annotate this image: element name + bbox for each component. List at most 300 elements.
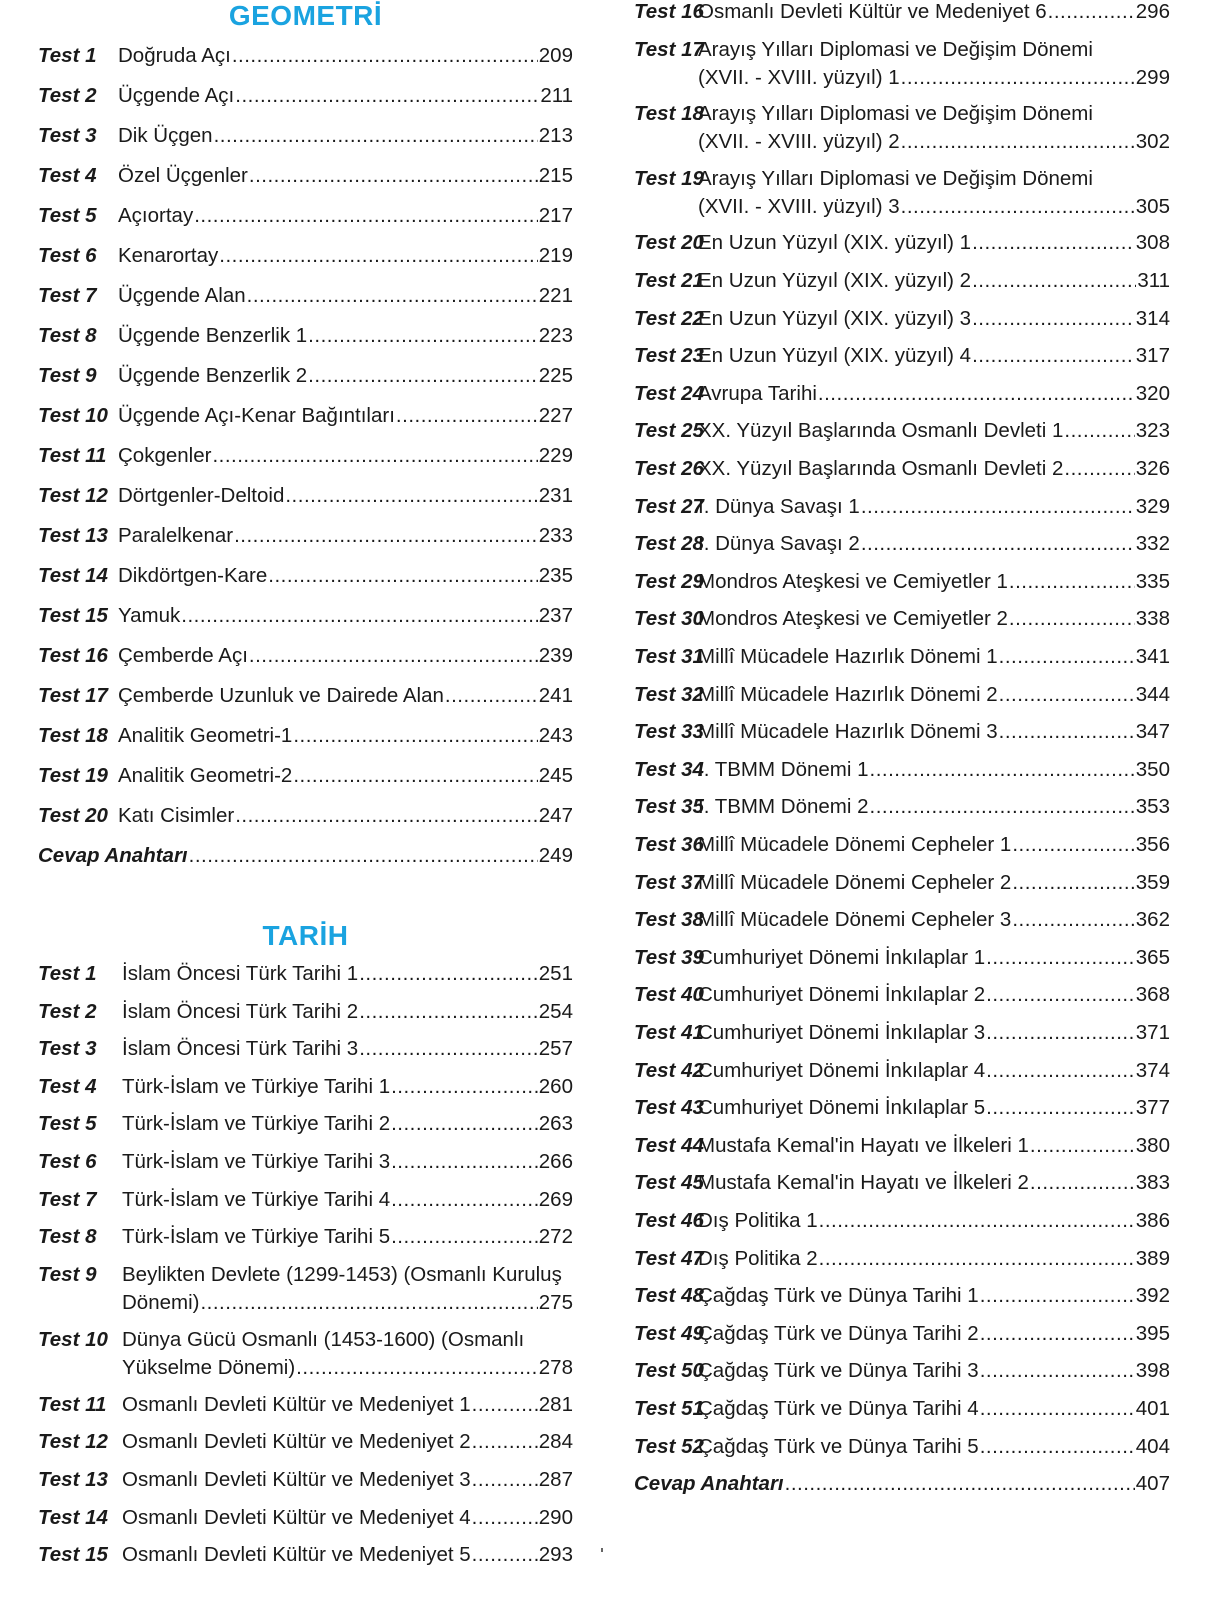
test-label: Test 12 <box>38 484 108 507</box>
entry-title: I. Dünya Savaşı 1 <box>698 494 860 518</box>
dot-leader <box>999 643 1135 671</box>
page-number: 235 <box>538 564 573 587</box>
entry-title: Özel Üçgenler <box>118 164 248 187</box>
dot-leader <box>986 981 1135 1009</box>
toc-entry-body <box>118 522 573 550</box>
dot-leader <box>200 1289 537 1317</box>
entry-title-line-1: Beylikten Devlete (1299-1453) (Osmanlı Kuruluş <box>122 1262 562 1286</box>
test-label: Test 24 <box>634 381 704 405</box>
page-number: 243 <box>538 724 573 747</box>
test-label: Test 9 <box>38 1262 97 1286</box>
dot-leader <box>972 305 1135 333</box>
toc-entry-body <box>698 643 1170 671</box>
toc-title-line <box>698 1357 1170 1385</box>
toc-entry-body <box>698 1132 1170 1160</box>
toc-title-line <box>118 442 573 470</box>
entry-title: Cumhuriyet Dönemi İnkılaplar 1 <box>698 945 986 969</box>
toc-entry-body <box>122 1110 573 1138</box>
dot-leader <box>445 682 538 710</box>
dot-leader <box>980 1282 1135 1310</box>
dot-leader <box>268 562 538 590</box>
test-label: Test 3 <box>38 1037 97 1061</box>
page-number: 215 <box>538 164 573 187</box>
test-label: Test 20 <box>38 804 108 827</box>
page-number: 380 <box>1135 1133 1170 1157</box>
toc-title-line <box>698 1019 1170 1047</box>
dot-leader <box>986 944 1135 972</box>
toc-title-line <box>122 1391 573 1419</box>
page-number: 308 <box>1135 231 1170 255</box>
test-label: Test 17 <box>38 684 108 707</box>
toc-entry-body <box>122 1148 573 1176</box>
toc-entry-body <box>698 1207 1170 1235</box>
toc-entry-body <box>698 267 1170 295</box>
toc-entry-body <box>118 242 573 270</box>
toc-entry-body <box>118 682 573 710</box>
toc-title-line <box>118 122 573 150</box>
page-number: 305 <box>1135 194 1170 218</box>
toc-title-line <box>698 380 1170 408</box>
entry-title: (XVII. - XVIII. yüzyıl) 2 <box>698 130 900 154</box>
page-number: 221 <box>538 284 573 307</box>
dot-leader <box>293 762 537 790</box>
entry-title: Türk-İslam ve Türkiye Tarihi 2 <box>122 1112 391 1136</box>
dot-leader <box>391 1073 538 1101</box>
test-label: Test 46 <box>634 1209 704 1232</box>
dot-leader <box>819 1245 1135 1273</box>
page-number: 223 <box>538 324 573 347</box>
page-number: 335 <box>1135 569 1170 593</box>
test-label: Test 8 <box>38 1225 97 1249</box>
test-label: Test 48 <box>634 1284 704 1308</box>
page-number: 237 <box>538 604 573 627</box>
dot-leader <box>1012 906 1134 934</box>
toc-title-line <box>118 642 573 670</box>
toc-title-line <box>698 229 1170 257</box>
toc-entry-body <box>118 562 573 590</box>
toc-title-line <box>118 82 573 110</box>
entry-title: Osmanlı Devleti Kültür ve Medeniyet 1 <box>122 1392 471 1416</box>
test-label: Test 28 <box>634 532 704 556</box>
toc-entry-body <box>122 1223 573 1251</box>
page-number: 398 <box>1135 1359 1170 1383</box>
toc-title-line <box>118 722 573 750</box>
dot-leader <box>214 122 538 150</box>
entry-title: Türk-İslam ve Türkiye Tarihi 4 <box>122 1187 391 1211</box>
page-number: 407 <box>1135 1472 1170 1496</box>
toc-title-line <box>122 960 573 988</box>
test-label: Test 19 <box>38 764 108 787</box>
dot-leader <box>1064 455 1134 483</box>
test-label: Test 21 <box>634 269 704 292</box>
test-label: Test 5 <box>38 204 97 227</box>
answer-key-row[interactable] <box>634 1470 1170 1498</box>
page-number: 211 <box>540 84 573 107</box>
toc-title-line <box>698 1207 1170 1235</box>
test-label: Test 15 <box>38 604 108 627</box>
toc-entry-body <box>122 1186 573 1214</box>
page-number: 320 <box>1135 381 1170 405</box>
entry-title: Millî Mücadele Hazırlık Dönemi 1 <box>698 645 998 668</box>
dot-leader <box>235 82 539 110</box>
page-number: 272 <box>538 1225 573 1249</box>
page-number: 217 <box>538 204 573 227</box>
dot-leader <box>1012 869 1134 897</box>
dot-leader <box>861 493 1135 521</box>
toc-entry-body <box>698 229 1170 257</box>
dot-leader <box>212 442 537 470</box>
toc-title-line <box>118 762 573 790</box>
dot-leader <box>901 193 1135 221</box>
test-label: Test 47 <box>634 1246 704 1270</box>
toc-entry-body <box>118 602 573 630</box>
page-number: 392 <box>1135 1284 1170 1308</box>
dot-leader <box>819 1207 1135 1235</box>
test-label: Test 25 <box>634 419 704 443</box>
page-number: 251 <box>538 962 573 985</box>
toc-entry-body <box>118 82 573 110</box>
toc-title-line <box>122 1289 573 1317</box>
test-label: Test 37 <box>634 870 704 894</box>
toc-entry-body <box>118 762 573 790</box>
page-number: 299 <box>1135 65 1170 89</box>
toc-title-line <box>122 1073 573 1101</box>
toc-entry-body <box>698 1057 1170 1085</box>
entry-title: Dönemi) <box>122 1290 200 1314</box>
dot-leader <box>1012 831 1134 859</box>
test-label: Test 18 <box>634 102 704 126</box>
toc-entry-body <box>698 1395 1170 1423</box>
toc-title-line <box>698 193 1170 221</box>
entry-title: Üçgende Benzerlik 2 <box>118 364 308 387</box>
toc-title-line <box>698 1282 1170 1310</box>
dot-leader <box>861 530 1135 558</box>
entry-title-line-1: Arayış Yılları Diplomasi ve Değişim Dönemi <box>698 166 1093 190</box>
test-label: Test 2 <box>38 999 97 1023</box>
entry-title: Türk-İslam ve Türkiye Tarihi 1 <box>122 1074 391 1098</box>
page-number: 401 <box>1135 1397 1170 1420</box>
dot-leader <box>472 1504 538 1532</box>
entry-title: Millî Mücadele Dönemi Cepheler 2 <box>698 870 1012 894</box>
page-number: 356 <box>1135 833 1170 856</box>
toc-entry-body <box>118 362 573 390</box>
entry-title: Çağdaş Türk ve Dünya Tarihi 4 <box>698 1397 979 1420</box>
toc-entry-body <box>122 1073 573 1101</box>
entry-title: Çemberde Uzunluk ve Dairede Alan <box>118 684 444 707</box>
entry-title: En Uzun Yüzyıl (XIX. yüzyıl) 1 <box>698 231 972 255</box>
page-number: 245 <box>538 764 573 787</box>
test-label: Test 27 <box>634 494 704 518</box>
dot-leader <box>391 1186 538 1214</box>
toc-entry-body <box>122 1541 573 1569</box>
toc-entry-body <box>698 0 1170 26</box>
test-label: Test 40 <box>634 983 704 1007</box>
page-number: 284 <box>538 1430 573 1454</box>
toc-title-line <box>698 568 1170 596</box>
toc-entry-body <box>122 1261 573 1317</box>
dot-leader <box>972 229 1135 257</box>
dot-leader <box>359 960 538 988</box>
test-label: Test 1 <box>38 44 97 67</box>
toc-entry-body <box>698 1169 1170 1197</box>
answer-key-label: Cevap Anahtarı <box>634 1472 784 1496</box>
toc-title-line <box>122 1223 573 1251</box>
toc-title-line <box>698 1395 1170 1423</box>
page-number: 365 <box>1135 945 1170 969</box>
toc-title-line <box>698 530 1170 558</box>
dot-leader <box>986 1019 1135 1047</box>
test-label: Test 1 <box>38 962 97 985</box>
entry-title: En Uzun Yüzyıl (XIX. yüzyıl) 3 <box>698 306 972 330</box>
entry-title: Dış Politika 1 <box>698 1209 818 1232</box>
entry-title: Çokgenler <box>118 444 212 467</box>
toc-entry-body <box>118 42 573 70</box>
entry-title: Yükselme Dönemi) <box>122 1355 296 1379</box>
dot-leader <box>901 128 1135 156</box>
dot-leader <box>472 1466 538 1494</box>
dot-leader <box>986 1057 1135 1085</box>
dot-leader <box>189 842 538 870</box>
toc-title-line <box>118 682 573 710</box>
toc-title-line <box>698 1320 1170 1348</box>
toc-entry-body <box>122 1428 573 1456</box>
toc-title-line <box>634 1470 1170 1498</box>
page-number: 359 <box>1135 870 1170 894</box>
test-label: Test 49 <box>634 1321 704 1345</box>
toc-title-line <box>698 718 1170 746</box>
page-crop-mark <box>601 1548 603 1552</box>
entry-title: Cumhuriyet Dönemi İnkılaplar 3 <box>698 1021 986 1044</box>
entry-title: Analitik Geometri-1 <box>118 724 293 747</box>
toc-title-line <box>122 1541 573 1569</box>
dot-leader <box>396 402 538 430</box>
page-number: 341 <box>1135 645 1170 668</box>
entry-title: Dörtgenler-Deltoid <box>118 484 285 507</box>
test-label: Test 26 <box>634 457 704 480</box>
page-number: 241 <box>538 684 573 707</box>
toc-title-line <box>698 455 1170 483</box>
toc-entry-body <box>118 642 573 670</box>
page-number: 257 <box>538 1037 573 1061</box>
test-label: Test 16 <box>38 644 108 667</box>
test-label: Test 42 <box>634 1058 704 1082</box>
entry-title: Çağdaş Türk ve Dünya Tarihi 2 <box>698 1321 979 1345</box>
entry-title: Millî Mücadele Hazırlık Dönemi 2 <box>698 682 998 706</box>
test-label: Test 16 <box>634 0 704 23</box>
page-number: 314 <box>1135 306 1170 330</box>
page-number: 338 <box>1135 607 1170 631</box>
toc-entry-body <box>698 100 1170 156</box>
test-label: Test 2 <box>38 84 97 107</box>
toc-entry-body <box>118 202 573 230</box>
toc-title-line <box>698 1433 1170 1461</box>
toc-title-line <box>698 342 1170 370</box>
toc-entry-body <box>698 1357 1170 1385</box>
dot-leader <box>293 722 537 750</box>
toc-entry-body <box>122 1504 573 1532</box>
test-label: Test 4 <box>38 1074 97 1098</box>
toc-entry-body <box>118 282 573 310</box>
test-label: Test 7 <box>38 1187 97 1211</box>
page-number: 227 <box>538 404 573 427</box>
test-label: Test 20 <box>634 231 704 255</box>
dot-leader <box>870 756 1135 784</box>
toc-entry-body <box>118 122 573 150</box>
answer-key-row[interactable] <box>38 842 573 870</box>
toc-title-line <box>698 493 1170 521</box>
toc-title-line <box>122 998 573 1026</box>
dot-leader <box>194 202 538 230</box>
dot-leader <box>472 1391 538 1419</box>
toc-title-line <box>698 0 1170 26</box>
entry-title: İslam Öncesi Türk Tarihi 3 <box>122 1037 359 1061</box>
toc-title-line <box>122 1428 573 1456</box>
test-label: Test 45 <box>634 1171 704 1195</box>
test-label: Test 11 <box>38 444 107 467</box>
test-label: Test 5 <box>38 1112 97 1136</box>
entry-title: (XVII. - XVIII. yüzyıl) 1 <box>698 65 900 89</box>
toc-entry-body <box>698 165 1170 221</box>
page-number: 287 <box>538 1468 573 1491</box>
entry-title: Paralelkenar <box>118 524 234 547</box>
toc-entry-body <box>118 402 573 430</box>
toc-title-line <box>698 643 1170 671</box>
page-number: 317 <box>1135 344 1170 368</box>
test-label: Test 14 <box>38 1505 108 1529</box>
test-label: Test 43 <box>634 1096 704 1120</box>
toc-entry-body <box>118 802 573 830</box>
dot-leader <box>232 42 538 70</box>
page-number: 269 <box>538 1187 573 1211</box>
dot-leader <box>1030 1169 1135 1197</box>
toc-title-line <box>698 906 1170 934</box>
test-label: Test 6 <box>38 244 97 267</box>
toc-entry-body <box>698 981 1170 1009</box>
geometri-heading: GEOMETRİ <box>228 0 383 31</box>
test-label: Test 41 <box>634 1021 704 1044</box>
toc-title-line <box>698 1057 1170 1085</box>
dot-leader <box>391 1148 538 1176</box>
dot-leader <box>999 718 1135 746</box>
toc-title-line <box>118 282 573 310</box>
page-number: 247 <box>538 804 573 827</box>
page-number: 323 <box>1135 419 1170 443</box>
entry-title-line-1: Dünya Gücü Osmanlı (1453-1600) (Osmanlı <box>122 1327 525 1351</box>
toc-entry-body <box>698 1433 1170 1461</box>
page-number: 350 <box>1135 757 1170 781</box>
toc-entry-body <box>698 756 1170 784</box>
toc-title-line <box>698 1094 1170 1122</box>
page-number: 353 <box>1135 795 1170 819</box>
dot-leader <box>972 267 1136 295</box>
toc-entry-body <box>698 1320 1170 1348</box>
toc-title-line <box>122 1035 573 1063</box>
entry-title: İslam Öncesi Türk Tarihi 1 <box>122 962 359 985</box>
page-number: 219 <box>538 244 573 267</box>
entry-title: Çağdaş Türk ve Dünya Tarihi 1 <box>698 1284 979 1308</box>
test-label: Test 30 <box>634 607 704 631</box>
dot-leader <box>249 162 538 190</box>
page-number: 329 <box>1135 494 1170 518</box>
entry-title: En Uzun Yüzyıl (XIX. yüzyıl) 2 <box>698 269 972 292</box>
page-number: 371 <box>1135 1021 1170 1044</box>
entry-title: Millî Mücadele Dönemi Cepheler 3 <box>698 908 1012 932</box>
page-number: 233 <box>538 524 573 547</box>
entry-title: Osmanlı Devleti Kültür ve Medeniyet 3 <box>122 1468 471 1491</box>
toc-entry-body <box>698 1019 1170 1047</box>
entry-title: Katı Cisimler <box>118 804 235 827</box>
toc-entry-body <box>118 482 573 510</box>
page-number: 254 <box>538 999 573 1023</box>
toc-title-line <box>698 869 1170 897</box>
page-number: 395 <box>1135 1321 1170 1345</box>
toc-title-line <box>698 944 1170 972</box>
page-number: 249 <box>538 844 573 867</box>
toc-entry-body <box>698 493 1170 521</box>
toc-entry-body <box>698 380 1170 408</box>
toc-title-line <box>698 267 1170 295</box>
toc-title-line <box>698 305 1170 333</box>
toc-entry-body <box>698 831 1170 859</box>
toc-entry-body <box>698 1245 1170 1273</box>
toc-title-line <box>118 562 573 590</box>
dot-leader <box>285 482 537 510</box>
toc-title-line <box>122 1148 573 1176</box>
dot-leader <box>818 380 1135 408</box>
toc-title-line <box>698 831 1170 859</box>
test-label: Test 33 <box>634 720 704 744</box>
entry-title: Türk-İslam ve Türkiye Tarihi 5 <box>122 1225 391 1249</box>
dot-leader <box>235 802 538 830</box>
toc-entry-body <box>698 1282 1170 1310</box>
test-label: Test 23 <box>634 344 704 368</box>
toc-title-line <box>698 1169 1170 1197</box>
test-label: Test 31 <box>634 645 704 668</box>
entry-title: I. Dünya Savaşı 2 <box>698 532 860 556</box>
page-number: 383 <box>1135 1171 1170 1195</box>
dot-leader <box>1009 568 1135 596</box>
page-number: 213 <box>538 124 573 147</box>
test-label: Test 35 <box>634 795 704 819</box>
page-number: 281 <box>538 1392 573 1416</box>
entry-title: Osmanlı Devleti Kültür ve Medeniyet 5 <box>122 1543 471 1567</box>
toc-title-line <box>122 1110 573 1138</box>
entry-title: Dikdörtgen-Kare <box>118 564 268 587</box>
test-label: Test 14 <box>38 564 108 587</box>
dot-leader <box>247 282 538 310</box>
page-number: 225 <box>538 364 573 387</box>
dot-leader <box>391 1223 538 1251</box>
page-number: 368 <box>1135 983 1170 1007</box>
toc-entry-body <box>122 1391 573 1419</box>
toc-entry-body <box>122 1466 573 1494</box>
entry-title: Dış Politika 2 <box>698 1246 818 1270</box>
entry-title: Millî Mücadele Dönemi Cepheler 1 <box>698 833 1012 856</box>
dot-leader <box>181 602 538 630</box>
dot-leader <box>980 1320 1135 1348</box>
entry-title: Açıortay <box>118 204 194 227</box>
toc-title-line <box>118 42 573 70</box>
page-number: 266 <box>538 1150 573 1173</box>
page-number: 302 <box>1135 130 1170 154</box>
toc-entry-body <box>118 322 573 350</box>
entry-title: Çağdaş Türk ve Dünya Tarihi 3 <box>698 1359 979 1383</box>
page-number: 332 <box>1135 532 1170 556</box>
dot-leader <box>234 522 538 550</box>
page-number: 239 <box>538 644 573 667</box>
toc-title-line <box>118 322 573 350</box>
page-number: 260 <box>538 1074 573 1098</box>
